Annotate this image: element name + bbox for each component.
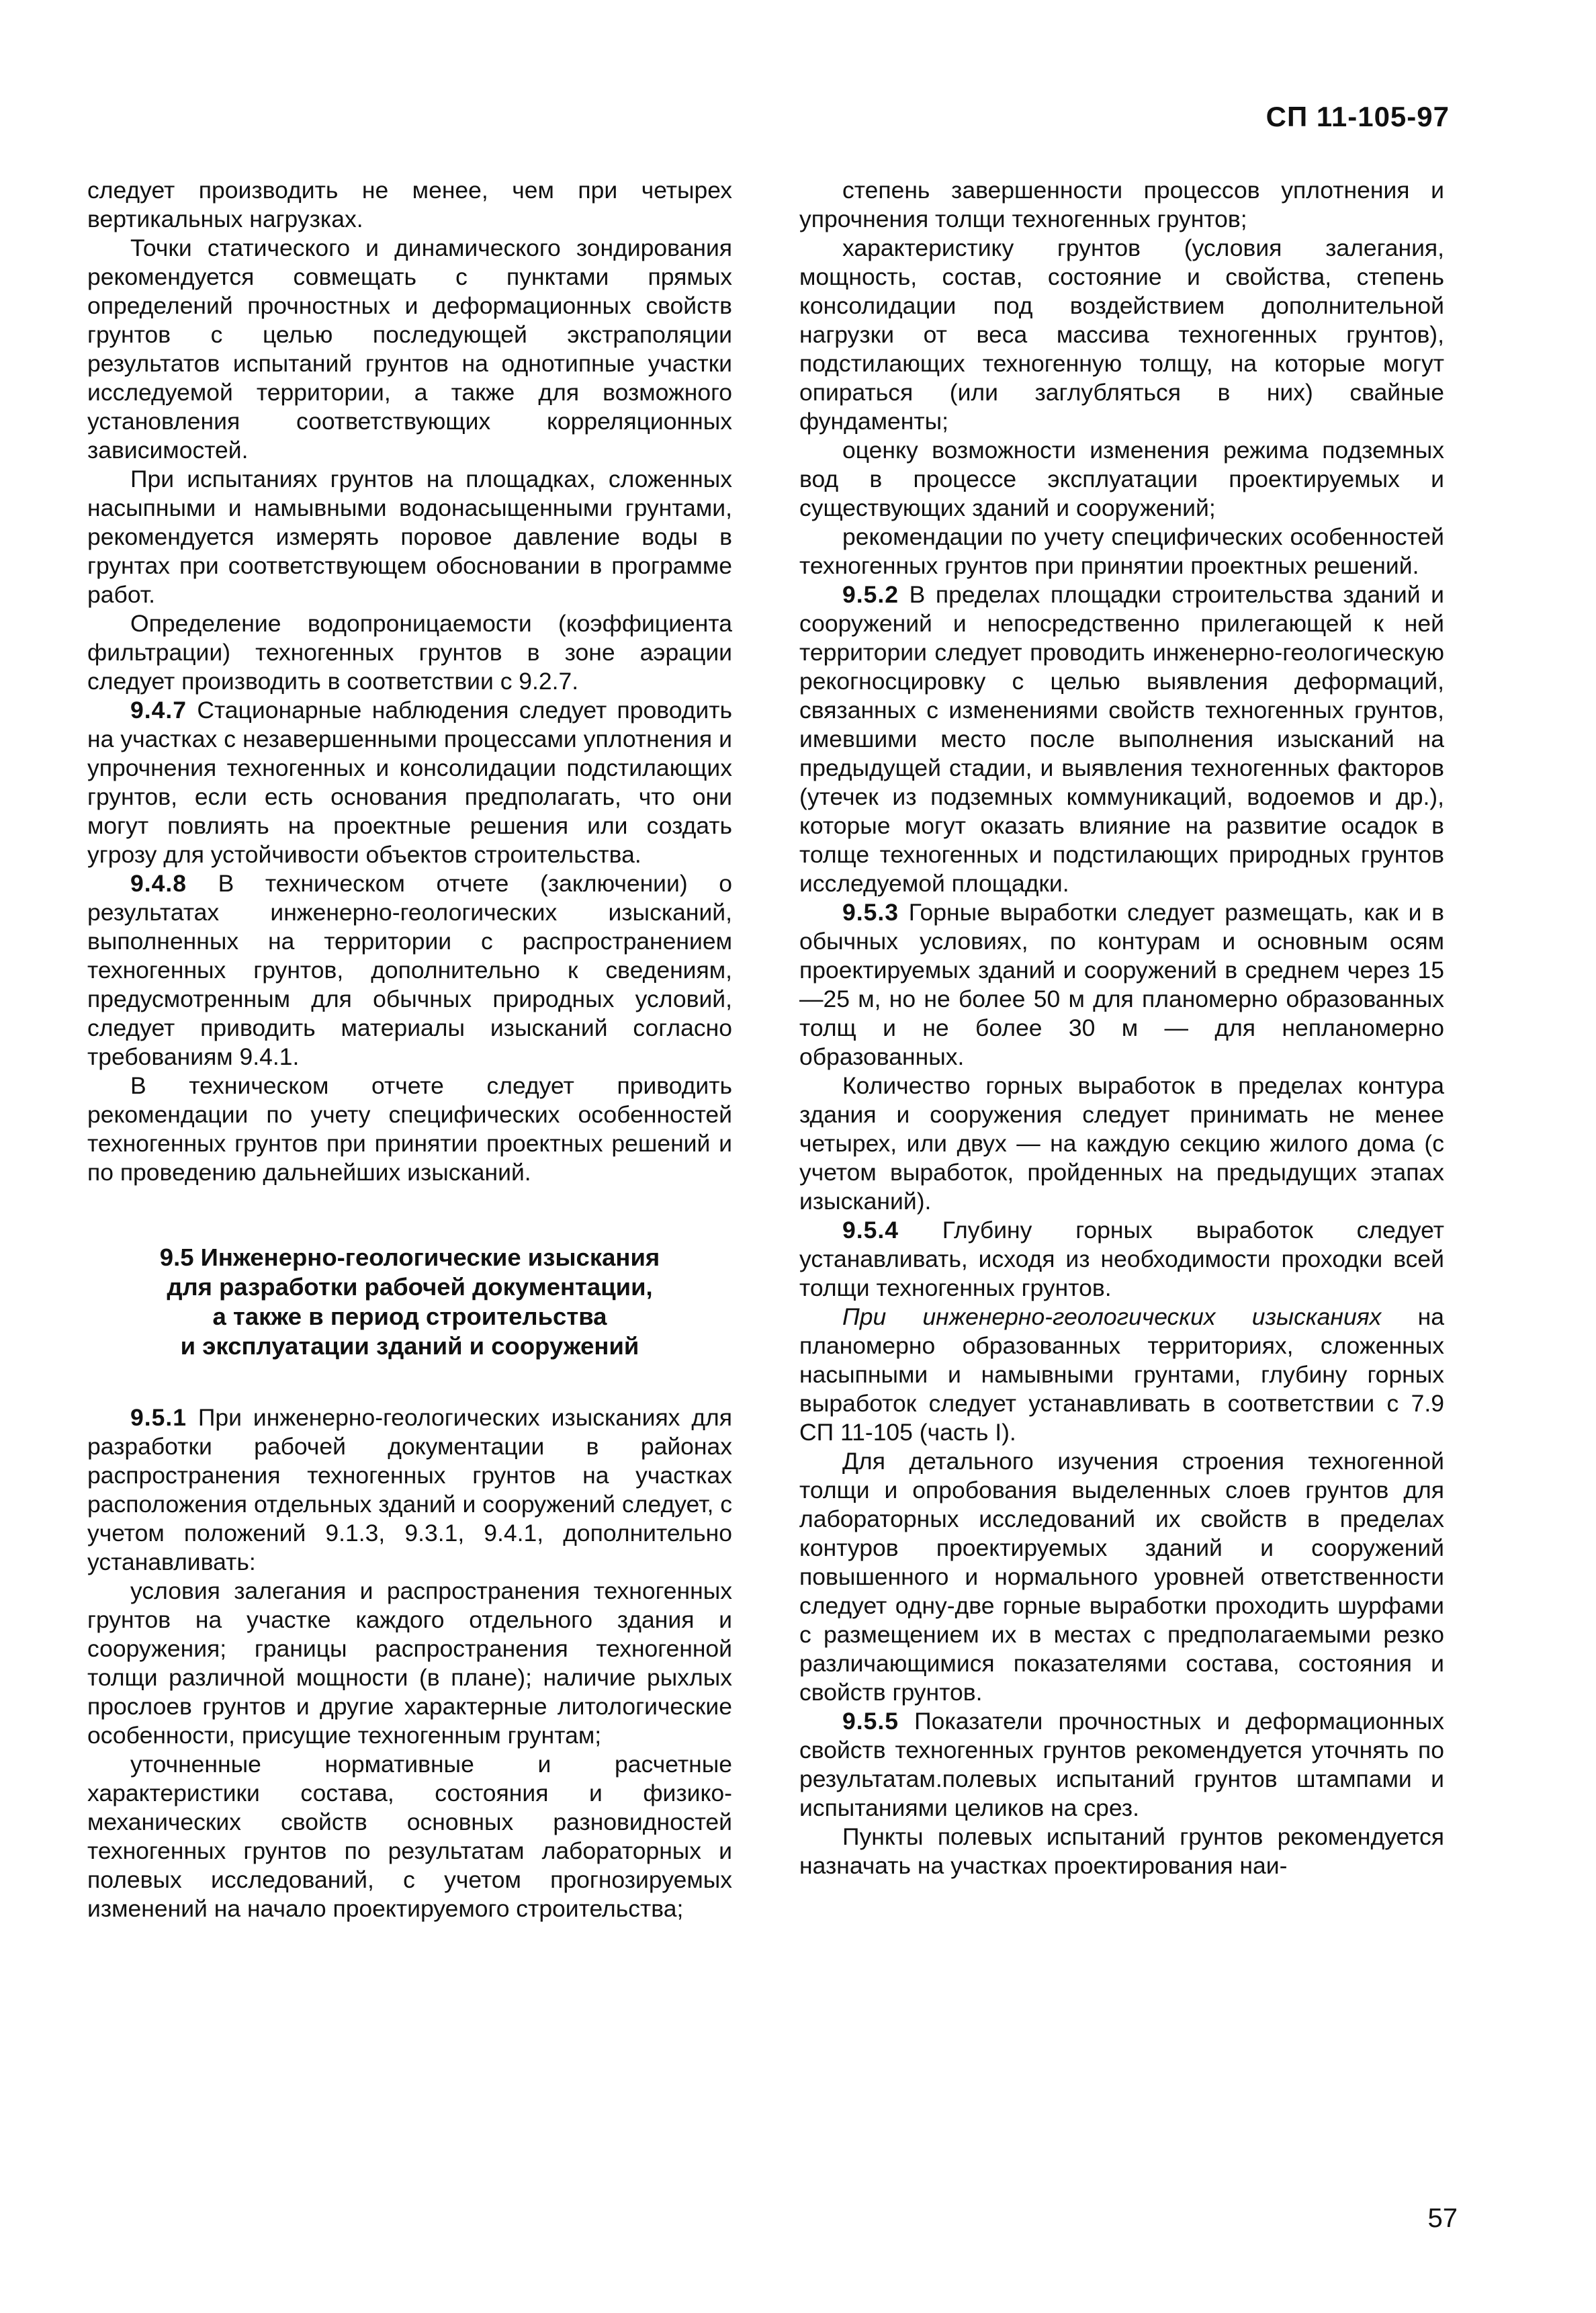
paragraph [799,523,1444,580]
paragraph [799,234,1444,436]
paragraph-text: условия залегания и распространения техногенных грунтов на участке каждого отдельного здания и сооружения; границы распространения техногенной толщи различной мощности (в плане); наличие рыхлых прослоев грунтов и другие характерные литологические особенности, присущие техногенным грунтам; [87,1577,732,1749]
paragraph [799,1216,1444,1303]
paragraph-text: Количество горных выработок в пределах контура здания и сооружения следует принимать не менее четырех, или двух — на каждую секцию жилого дома (с учетом выработок, пройденных на предыдущих этапах изысканий). [799,1072,1444,1215]
clause-number: 9.5.3 [842,899,899,926]
section-heading-line: 9.5 Инженерно-геологические изыскания [159,1243,660,1271]
paragraph [87,696,732,869]
paragraph-text: При инженерно-геологических изысканиях для разработки рабочей документации в районах распространения техногенных грунтов на участках расположения отдельных зданий и сооружений следует, с учетом положений 9.1.3, 9.3.1, 9.4.1, дополнительно устанавливать: [87,1404,732,1575]
right-column [799,176,1444,1880]
clause-number: 9.4.7 [130,697,187,724]
left-paragraphs-after-heading [87,1403,732,1923]
left-column [87,176,732,1923]
paragraph-text: характеристику грунтов (условия залегания, мощность, состав, состояние и свойства, степень консолидации под воздействием дополнительной нагрузки от веса массива техногенных грунтов), подстилающих техногенную толщу, на которые могут опираться (или заглубляться в них) свайные фундаменты; [799,234,1444,435]
paragraph [87,1403,732,1577]
paragraph [87,1750,732,1923]
paragraph-text: В техническом отчете следует приводить рекомендации по учету специфических особенностей техногенных грунтов при принятии проектных решений и по проведению дальнейших изысканий. [87,1072,732,1186]
paragraph [799,176,1444,234]
paragraph [799,1303,1444,1447]
paragraph [799,580,1444,898]
paragraph-text: В пределах площадки строительства зданий и сооружений и непосредственно прилегающей к ней территории следует проводить инженерно-геологическую рекогносцировку с целью выявления деформаций, связанных с изменениями свойств техногенных грунтов, имевшими место после выполнения изысканий на предыдущей стадии, и выявления техногенных факторов (утечек из подземных коммуникаций, водоемов и др.), которые могут оказать влияние на развитие осадок в толще техногенных и подстилающих природных грунтов исследуемой площадки. [799,581,1444,897]
clause-number: 9.5.4 [842,1217,899,1243]
document-code: СП 11-105-97 [1266,101,1450,132]
paragraph [87,1577,732,1750]
clause-number: 9.5.2 [842,581,899,608]
paragraph-text: Горные выработки следует размещать, как и в обычных условиях, по контурам и основным осям проектируемых зданий и сооружений в среднем через 15—25 м, но не более 50 м для планомерно образованных толщ и не более 30 м — для непланомерно образованных. [799,899,1444,1070]
paragraph-text: Показатели прочностных и деформационных свойств техногенных грунтов рекомендуется уточнять по результатам.полевых испытаний грунтов штампами и испытаниями целиков на срез. [799,1708,1444,1821]
paragraph-text: При испытаниях грунтов на площадках, сложенных насыпными и намывными водонасыщенными грунтами, рекомендуется измерять поровое давление воды в грунтах при соответствующем обосновании в программе работ. [87,466,732,608]
paragraph [799,1823,1444,1880]
paragraph-text: уточненные нормативные и расчетные характеристики состава, состояния и физико-механических свойств основных разновидностей техногенных грунтов по результатам лабораторных и полевых исследований, с учетом прогнозируемых изменений на начало проектируемого строительства; [87,1751,732,1922]
paragraph-text: рекомендации по учету специфических особенностей техногенных грунтов при принятии проектных решений. [799,523,1444,579]
paragraph-text: Определение водопроницаемости (коэффициента фильтрации) техногенных грунтов в зоне аэрации следует производить в соответствии с 9.2.7. [87,610,732,695]
paragraph [799,1447,1444,1707]
paragraph [799,436,1444,523]
clause-number: 9.4.8 [130,870,187,897]
paragraph-text: Точки статического и динамического зондирования рекомендуется совмещать с пунктами прямых определений прочностных и деформационных свойств грунтов с целью последующей экстраполяции результатов испытаний грунтов на однотипные участки исследуемой территории, а также для возможного установления соответствующих корреляционных зависимостей. [87,234,732,464]
paragraph [799,1707,1444,1823]
paragraph-text: Пункты полевых испытаний грунтов рекомендуется назначать на участках проектирования наи- [799,1823,1444,1879]
section-heading [87,1243,732,1361]
paragraph [87,465,732,609]
paragraph-text: следует производить не менее, чем при четырех вертикальных нагрузках. [87,177,732,232]
paragraph-text: оценку возможности изменения режима подземных вод в процессе эксплуатации проектируемых и существующих зданий и сооружений; [799,437,1444,521]
right-paragraphs [799,176,1444,1880]
paragraph-text: степень завершенности процессов уплотнения и упрочнения толщи техногенных грунтов; [799,177,1444,232]
paragraph-text: Для детального изучения строения техногенной толщи и опробования выделенных слоев грунтов для лабораторных исследований их свойств в пределах контуров проектируемых зданий и сооружений повышенного и нормального уровней ответственности следует одну-две горные выработки проходить шурфами с размещением их в местах с предполагаемыми резко различающимися показателями состава, состояния и свойств грунтов. [799,1448,1444,1706]
clause-number: 9.5.5 [842,1708,899,1735]
section-heading-line: и эксплуатации зданий и сооружений [180,1332,639,1360]
page-number: 57 [1427,2203,1458,2233]
paragraph [87,176,732,234]
clause-number: 9.5.1 [130,1404,187,1431]
paragraph [799,1072,1444,1216]
paragraph-text: на планомерно образованных территориях, сложенных насыпными и намывными грунтами, глубину горных выработок следует устанавливать в соответствии с 7.9 СП 11-105 (часть I). [799,1303,1444,1446]
italic-text: При инженерно-геологических изысканиях [842,1303,1382,1330]
section-heading-line: для разработки рабочей документации, [167,1273,653,1301]
paragraph [799,898,1444,1072]
section-heading-line: а также в период строительства [212,1303,607,1330]
left-paragraphs [87,176,732,1187]
paragraph-text: Глубину горных выработок следует устанавливать, исходя из необходимости проходки всей толщи техногенных грунтов. [799,1217,1444,1301]
paragraph [87,869,732,1072]
paragraph [87,234,732,465]
paragraph-text: В техническом отчете (заключении) о результатах инженерно-геологических изысканий, выполненных на территории с распространением техногенных грунтов, дополнительно к сведениям, предусмотренным для обычных природных условий, следует приводить материалы изысканий согласно требованиям 9.4.1. [87,870,732,1070]
paragraph-text: Стационарные наблюдения следует проводить на участках с незавершенными процессами уплотнения и упрочнения техногенных и консолидации подстилающих грунтов, если есть основания предполагать, что они могут повлиять на проектные решения или создать угрозу для устойчивости объектов строительства. [87,697,732,868]
paragraph [87,1072,732,1187]
paragraph [87,609,732,696]
